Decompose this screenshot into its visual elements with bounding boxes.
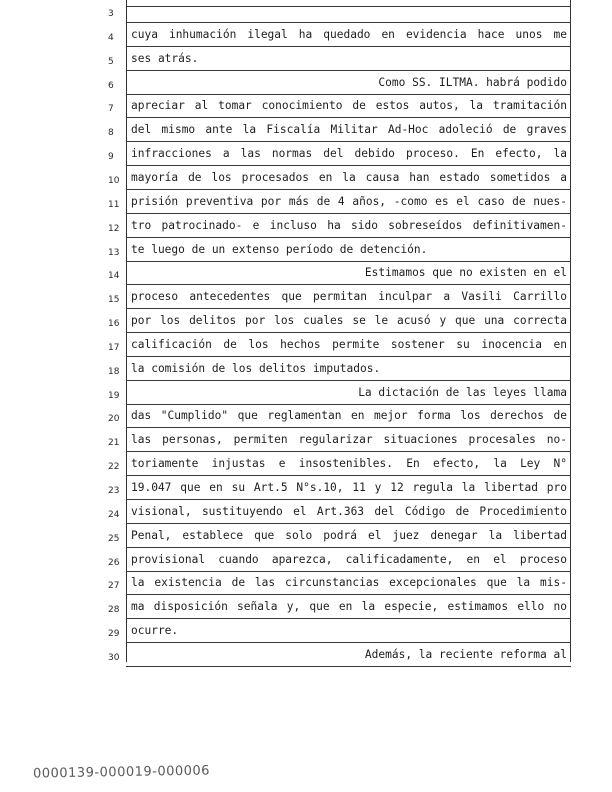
line-number: 7 bbox=[108, 104, 114, 115]
ruled-line bbox=[126, 284, 571, 285]
ruled-line bbox=[126, 571, 571, 572]
ruled-line bbox=[126, 141, 571, 142]
text-line bbox=[0, 286, 612, 310]
line-text: cuya inhumación ilegal ha quedado en evidencia hace unos me bbox=[131, 27, 567, 41]
line-text: provisional cuando aparezca, calificadamente, en el proceso bbox=[131, 552, 567, 566]
text-line bbox=[0, 191, 612, 215]
line-number: 8 bbox=[108, 128, 114, 139]
ruled-line bbox=[126, 94, 571, 95]
line-number: 22 bbox=[108, 462, 120, 473]
line-text: del mismo ante la Fiscalía Militar Ad-Hoc adoleció de graves bbox=[131, 123, 567, 137]
ruled-line bbox=[126, 213, 571, 214]
line-number: 4 bbox=[108, 32, 114, 43]
ruled-line bbox=[126, 22, 571, 23]
line-text: Estimamos que no existen en el bbox=[364, 266, 567, 280]
line-text: 19.047 que en su Art.5 N°s.10, 11 y 12 regula la libertad pro bbox=[131, 481, 567, 494]
ruled-line bbox=[126, 427, 571, 428]
ruled-line bbox=[126, 642, 571, 643]
line-text: la comisión de los delitos imputados. bbox=[131, 361, 381, 375]
text-line bbox=[0, 596, 612, 620]
line-number: 17 bbox=[108, 342, 120, 353]
text-line bbox=[0, 405, 612, 429]
document-reference-stamp: 0000139-000019-000006 bbox=[32, 763, 211, 782]
text-line bbox=[0, 239, 612, 263]
line-text: la existencia de las circunstancias excepcionales que la mis- bbox=[131, 576, 567, 590]
text-line bbox=[0, 501, 612, 525]
ruled-line bbox=[126, 46, 571, 47]
line-number: 3 bbox=[108, 9, 114, 19]
line-text: las personas, permiten regularizar situaciones procesales no- bbox=[131, 433, 567, 447]
text-line bbox=[0, 310, 612, 334]
line-text: infracciones a las normas del debido proceso. En efecto, la bbox=[131, 147, 567, 161]
line-text: toriamente injustas e insostenibles. En efecto, la Ley N° bbox=[131, 457, 567, 471]
line-number: 27 bbox=[108, 581, 120, 592]
ruled-line bbox=[126, 475, 571, 476]
text-line bbox=[0, 72, 612, 96]
line-number: 25 bbox=[108, 533, 120, 544]
text-line bbox=[0, 572, 612, 596]
text-line bbox=[0, 620, 612, 644]
line-text: visional, sustituyendo el Art.363 del Código de Procedimiento bbox=[131, 504, 567, 518]
line-number: 21 bbox=[108, 438, 120, 449]
text-line bbox=[0, 525, 612, 549]
line-number: 9 bbox=[108, 152, 114, 163]
line-number: 26 bbox=[108, 557, 120, 568]
ruled-line bbox=[126, 523, 571, 524]
ruled-line bbox=[126, 117, 571, 118]
line-number: 24 bbox=[108, 509, 120, 520]
line-text: mayoría de los procesados en la causa han estado sometidos a bbox=[131, 170, 567, 184]
ruled-line bbox=[126, 618, 571, 619]
line-number: 13 bbox=[108, 247, 120, 258]
line-text: prisión preventiva por más de 4 años, -como es el caso de nues- bbox=[131, 194, 567, 208]
text-line bbox=[0, 0, 612, 24]
line-number: 19 bbox=[108, 390, 120, 401]
line-number: 16 bbox=[108, 319, 120, 330]
line-text: por los delitos por los cuales se le acusó y que una correcta bbox=[131, 314, 567, 328]
text-line bbox=[0, 24, 612, 48]
ruled-line bbox=[126, 666, 571, 667]
line-number: 10 bbox=[108, 175, 120, 186]
ruled-line bbox=[126, 380, 571, 381]
line-text: calificación de los hechos permite sostener su inocencia en bbox=[131, 337, 567, 351]
line-number: 6 bbox=[108, 80, 114, 91]
ruled-line bbox=[126, 332, 571, 333]
text-line bbox=[0, 429, 612, 453]
text-line bbox=[0, 215, 612, 239]
ruled-line bbox=[126, 189, 571, 190]
line-number: 18 bbox=[108, 366, 120, 377]
line-text: ses atrás. bbox=[131, 51, 199, 65]
line-number: 30 bbox=[108, 652, 120, 663]
line-number: 11 bbox=[108, 199, 120, 210]
line-number: 14 bbox=[108, 271, 120, 282]
line-text: La dictación de las leyes llama bbox=[358, 385, 567, 399]
text-line bbox=[0, 644, 612, 668]
line-number: 20 bbox=[108, 414, 120, 425]
line-text: das "Cumplido" que reglamentan en mejor forma los derechos de bbox=[131, 409, 567, 423]
ruled-line bbox=[126, 356, 571, 357]
ruled-line bbox=[126, 261, 571, 262]
line-number: 23 bbox=[108, 486, 120, 496]
text-line bbox=[0, 143, 612, 167]
ruled-line bbox=[126, 594, 571, 595]
line-number: 29 bbox=[108, 629, 120, 640]
line-number: 12 bbox=[108, 223, 120, 234]
line-number: 15 bbox=[108, 295, 120, 306]
text-line bbox=[0, 262, 612, 286]
ruled-line bbox=[126, 547, 571, 548]
text-line bbox=[0, 477, 612, 501]
text-line bbox=[0, 167, 612, 191]
ruled-line bbox=[126, 499, 571, 500]
line-text: ocurre. bbox=[131, 624, 179, 638]
line-number: 28 bbox=[108, 605, 120, 616]
line-text: Como SS. ILTMA. habrá podido bbox=[378, 75, 567, 89]
text-line bbox=[0, 95, 612, 119]
line-text: te luego de un extenso período de detención. bbox=[131, 242, 428, 256]
line-text: proceso antecedentes que permitan inculpar a Vasili Carrillo bbox=[131, 290, 567, 304]
ruled-line bbox=[126, 165, 571, 166]
text-line bbox=[0, 48, 612, 72]
line-text: Penal, establece que solo podrá el juez denegar la libertad bbox=[131, 528, 567, 542]
text-line bbox=[0, 453, 612, 477]
ruled-line bbox=[126, 404, 571, 405]
ruled-line bbox=[126, 70, 571, 71]
text-line bbox=[0, 119, 612, 143]
ruled-line bbox=[126, 237, 571, 238]
line-text: ma disposición señala y, que en la especie, estimamos ello no bbox=[131, 600, 567, 614]
line-text: tro patrocinado- e incluso ha sido sobreseídos definitivamen- bbox=[131, 218, 567, 232]
text-line bbox=[0, 334, 612, 358]
line-number: 5 bbox=[108, 56, 114, 67]
text-line bbox=[0, 549, 612, 573]
line-text: apreciar al tomar conocimiento de estos autos, la tramitación bbox=[131, 99, 567, 113]
ruled-line bbox=[126, 451, 571, 452]
ruled-line bbox=[126, 308, 571, 309]
line-text: Además, la reciente reforma al bbox=[364, 647, 567, 661]
text-line bbox=[0, 382, 612, 406]
text-line bbox=[0, 358, 612, 382]
